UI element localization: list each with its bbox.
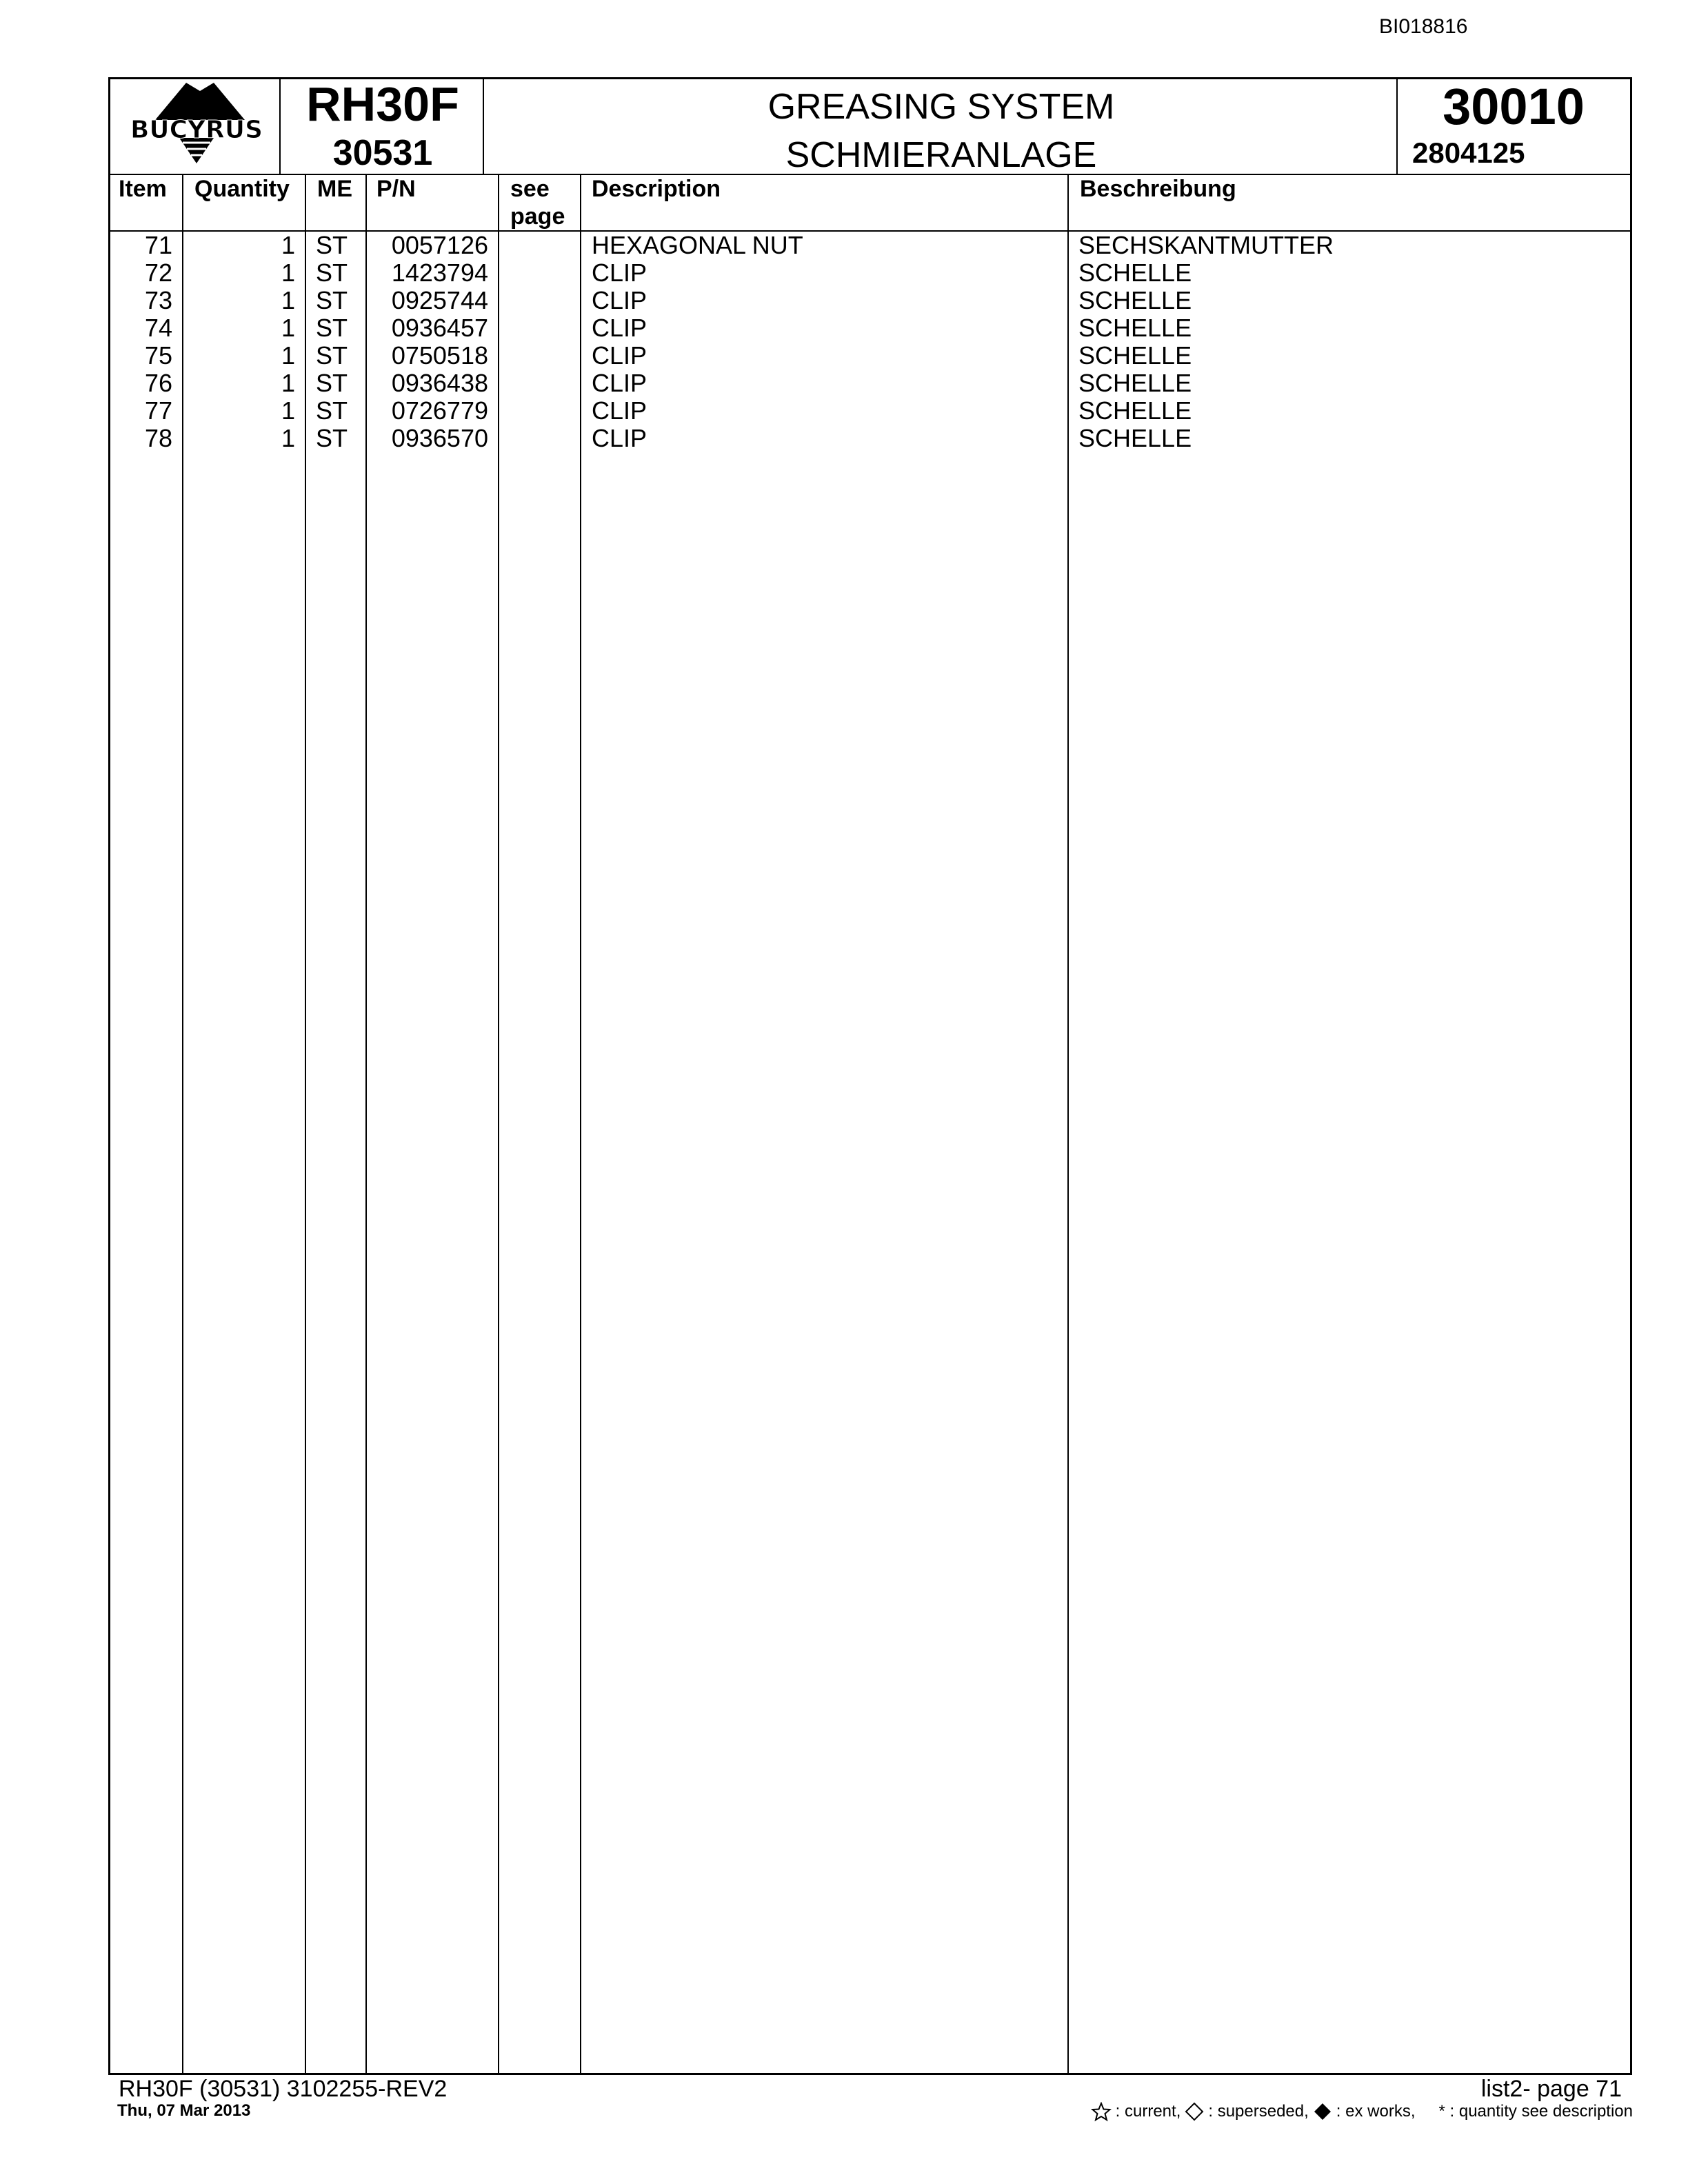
row-beschreibung: SCHELLE xyxy=(1078,369,1192,397)
row-description: CLIP xyxy=(592,259,647,287)
row-quantity: 1 xyxy=(281,286,295,314)
column-header-pn: P/N xyxy=(376,176,416,202)
row-item: 71 xyxy=(144,231,172,259)
group-block xyxy=(1400,77,1627,170)
row-quantity: 1 xyxy=(281,396,295,425)
row-description: CLIP xyxy=(592,424,647,452)
row-description: CLIP xyxy=(592,341,647,370)
row-description: HEXAGONAL NUT xyxy=(592,231,803,259)
row-beschreibung: SECHSKANTMUTTER xyxy=(1078,231,1334,259)
column-divider-me xyxy=(365,174,367,2074)
row-pn: 0750518 xyxy=(391,341,488,370)
model-name: RH30F xyxy=(306,77,459,131)
row-item: 72 xyxy=(144,259,172,287)
row-me: ST xyxy=(316,396,348,425)
group-number: 30010 xyxy=(1443,78,1585,135)
row-beschreibung: SCHELLE xyxy=(1078,424,1192,452)
row-beschreibung: SCHELLE xyxy=(1078,259,1192,287)
row-me: ST xyxy=(316,341,348,370)
row-beschreibung: SCHELLE xyxy=(1078,341,1192,370)
row-pn: 0936457 xyxy=(391,314,488,342)
row-quantity: 1 xyxy=(281,369,295,397)
drawing-number: 2804125 xyxy=(1412,136,1525,169)
row-quantity: 1 xyxy=(281,341,295,370)
model-number: 30531 xyxy=(332,133,433,173)
column-header-description: Description xyxy=(592,176,721,202)
legend-ex-works: : ex works, xyxy=(1336,2102,1416,2121)
header-divider-logo xyxy=(279,77,281,174)
column-divider-description xyxy=(1067,174,1069,2074)
row-me: ST xyxy=(316,314,348,342)
column-divider-see-page xyxy=(580,174,581,2074)
row-quantity: 1 xyxy=(281,424,295,452)
row-me: ST xyxy=(316,424,348,452)
column-header-see-page xyxy=(510,175,565,230)
row-me: ST xyxy=(316,231,348,259)
row-pn: 0925744 xyxy=(391,286,488,314)
title-english: GREASING SYSTEM xyxy=(767,87,1115,127)
row-description: CLIP xyxy=(592,396,647,425)
row-pn: 0726779 xyxy=(391,396,488,425)
row-item: 73 xyxy=(144,286,172,314)
document-id: BI018816 xyxy=(1379,15,1468,38)
row-item: 76 xyxy=(144,369,172,397)
column-divider-quantity xyxy=(305,174,306,2074)
row-item: 78 xyxy=(144,424,172,452)
row-description: CLIP xyxy=(592,314,647,342)
row-beschreibung: SCHELLE xyxy=(1078,396,1192,425)
column-header-me: ME xyxy=(317,176,352,202)
diamond-outline-icon xyxy=(1185,2102,1204,2121)
row-item: 75 xyxy=(144,341,172,370)
row-me: ST xyxy=(316,369,348,397)
column-divider-item xyxy=(182,174,183,2074)
row-beschreibung: SCHELLE xyxy=(1078,286,1192,314)
row-quantity: 1 xyxy=(281,259,295,287)
legend-superseded: : superseded, xyxy=(1208,2102,1309,2121)
footer-legend xyxy=(1091,2101,1633,2122)
header-divider-title xyxy=(1396,77,1398,174)
header-divider-model xyxy=(483,77,484,174)
footer-date: Thu, 07 Mar 2013 xyxy=(117,2101,251,2120)
footer-page-label: list2- page 71 xyxy=(1480,2076,1622,2102)
column-header-quantity: Quantity xyxy=(194,176,290,202)
column-header-beschreibung: Beschreibung xyxy=(1080,176,1236,202)
row-description: CLIP xyxy=(592,286,647,314)
column-header-item: Item xyxy=(119,176,167,202)
row-quantity: 1 xyxy=(281,314,295,342)
bucyrus-logo xyxy=(114,77,279,174)
row-pn: 1423794 xyxy=(391,259,488,287)
row-me: ST xyxy=(316,259,348,287)
star-outline-icon xyxy=(1091,2102,1112,2121)
row-me: ST xyxy=(316,286,348,314)
row-item: 77 xyxy=(144,396,172,425)
model-block xyxy=(283,77,483,175)
column-divider-pn xyxy=(498,174,499,2074)
row-pn: 0936438 xyxy=(391,369,488,397)
title-german: SCHMIERANLAGE xyxy=(785,135,1097,175)
row-quantity: 1 xyxy=(281,231,295,259)
logo-wordmark: BUCYRUS xyxy=(130,116,263,144)
row-item: 74 xyxy=(144,314,172,342)
column-header-page: page xyxy=(510,203,565,230)
diamond-filled-icon xyxy=(1313,2102,1332,2121)
row-description: CLIP xyxy=(592,369,647,397)
row-pn: 0936570 xyxy=(391,424,488,452)
legend-current: : current, xyxy=(1115,2102,1181,2121)
legend-quantity: * : quantity see description xyxy=(1438,2102,1633,2121)
title-block xyxy=(486,83,1396,179)
row-beschreibung: SCHELLE xyxy=(1078,314,1192,342)
column-header-see: see xyxy=(510,176,550,202)
row-pn: 0057126 xyxy=(391,231,488,259)
footer-document-ref: RH30F (30531) 3102255-REV2 xyxy=(119,2076,448,2102)
